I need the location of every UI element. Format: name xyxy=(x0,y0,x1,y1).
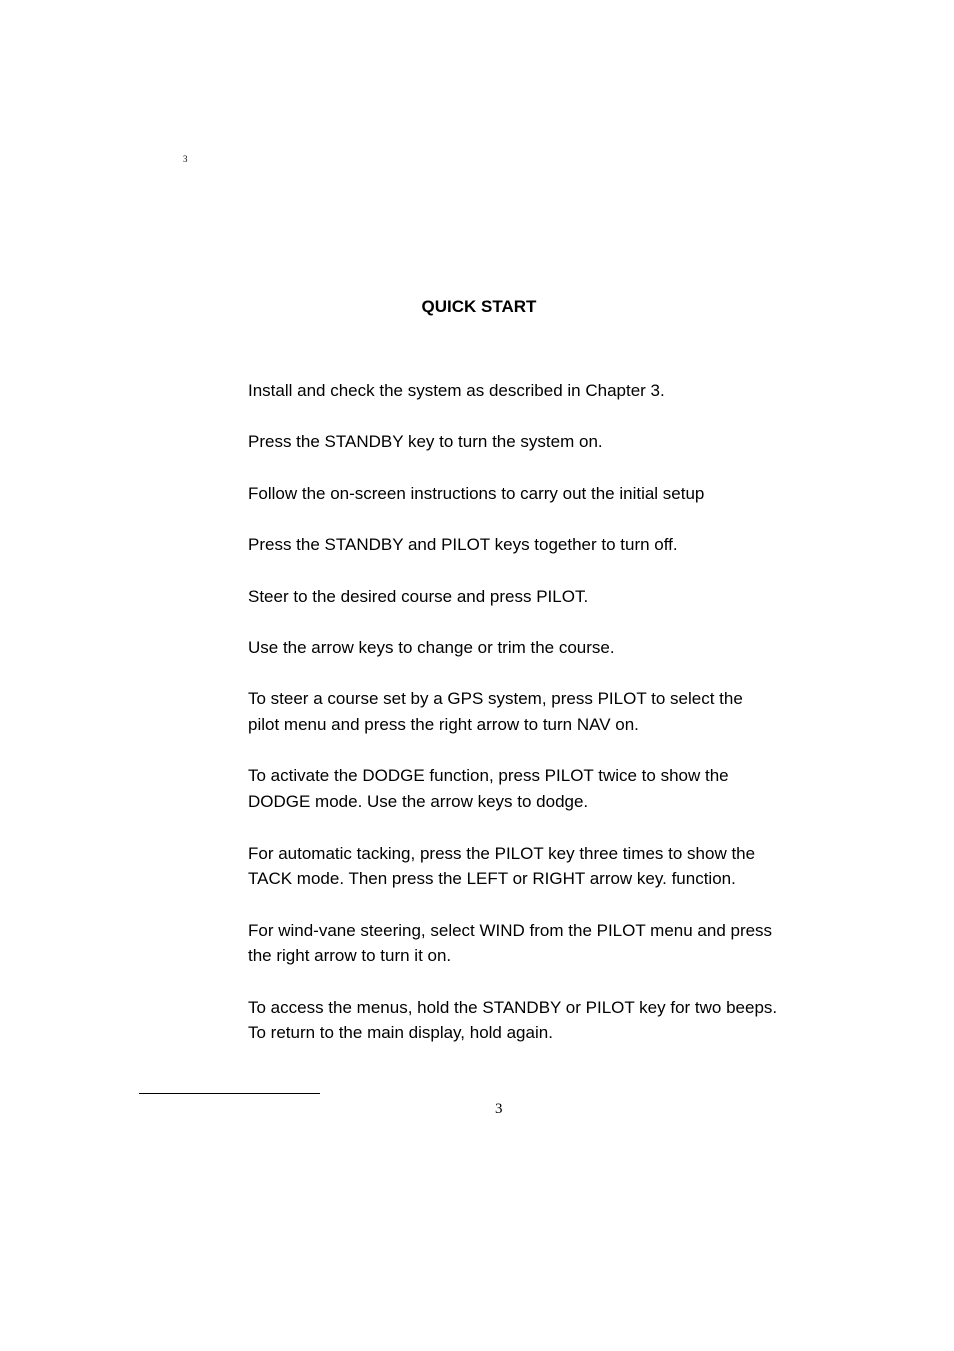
instruction-paragraph: To access the menus, hold the STANDBY or PILOT key for two beeps. To return to the main display, hold again. xyxy=(248,997,778,1043)
page-title: QUICK START xyxy=(421,297,537,316)
instruction-paragraph: For automatic tacking, press the PILOT key three times to show the TACK mode. Then press the LEFT or RIGHT arrow key. function. xyxy=(248,843,756,889)
instruction-paragraph: To activate the DODGE function, press PILOT twice to show the DODGE mode. Use the arrow keys to dodge. xyxy=(248,766,729,812)
instruction-list xyxy=(248,378,778,1046)
instruction-paragraph: To steer a course set by a GPS system, press PILOT to select the pilot menu and press the right arrow to turn NAV on. xyxy=(248,689,743,735)
instruction-paragraph: Press the STANDBY and PILOT keys together to turn off. xyxy=(248,535,678,555)
footnote-divider xyxy=(139,1093,320,1094)
footnote-text: 3 xyxy=(495,1101,503,1117)
instruction-paragraph: For wind-vane steering, select WIND from the PILOT menu and press the right arrow to turn it on. xyxy=(248,920,773,966)
instruction-paragraph: Install and check the system as described in Chapter 3. xyxy=(248,381,665,400)
instruction-paragraph: Use the arrow keys to change or trim the course. xyxy=(248,637,615,657)
instruction-paragraph: Press the STANDBY key to turn the system on. xyxy=(248,432,603,452)
instruction-paragraph: Follow the on-screen instructions to carry out the initial setup xyxy=(248,483,705,503)
footnote-mark: 3 xyxy=(183,154,188,164)
instruction-paragraph: Steer to the desired course and press PILOT. xyxy=(248,586,589,606)
